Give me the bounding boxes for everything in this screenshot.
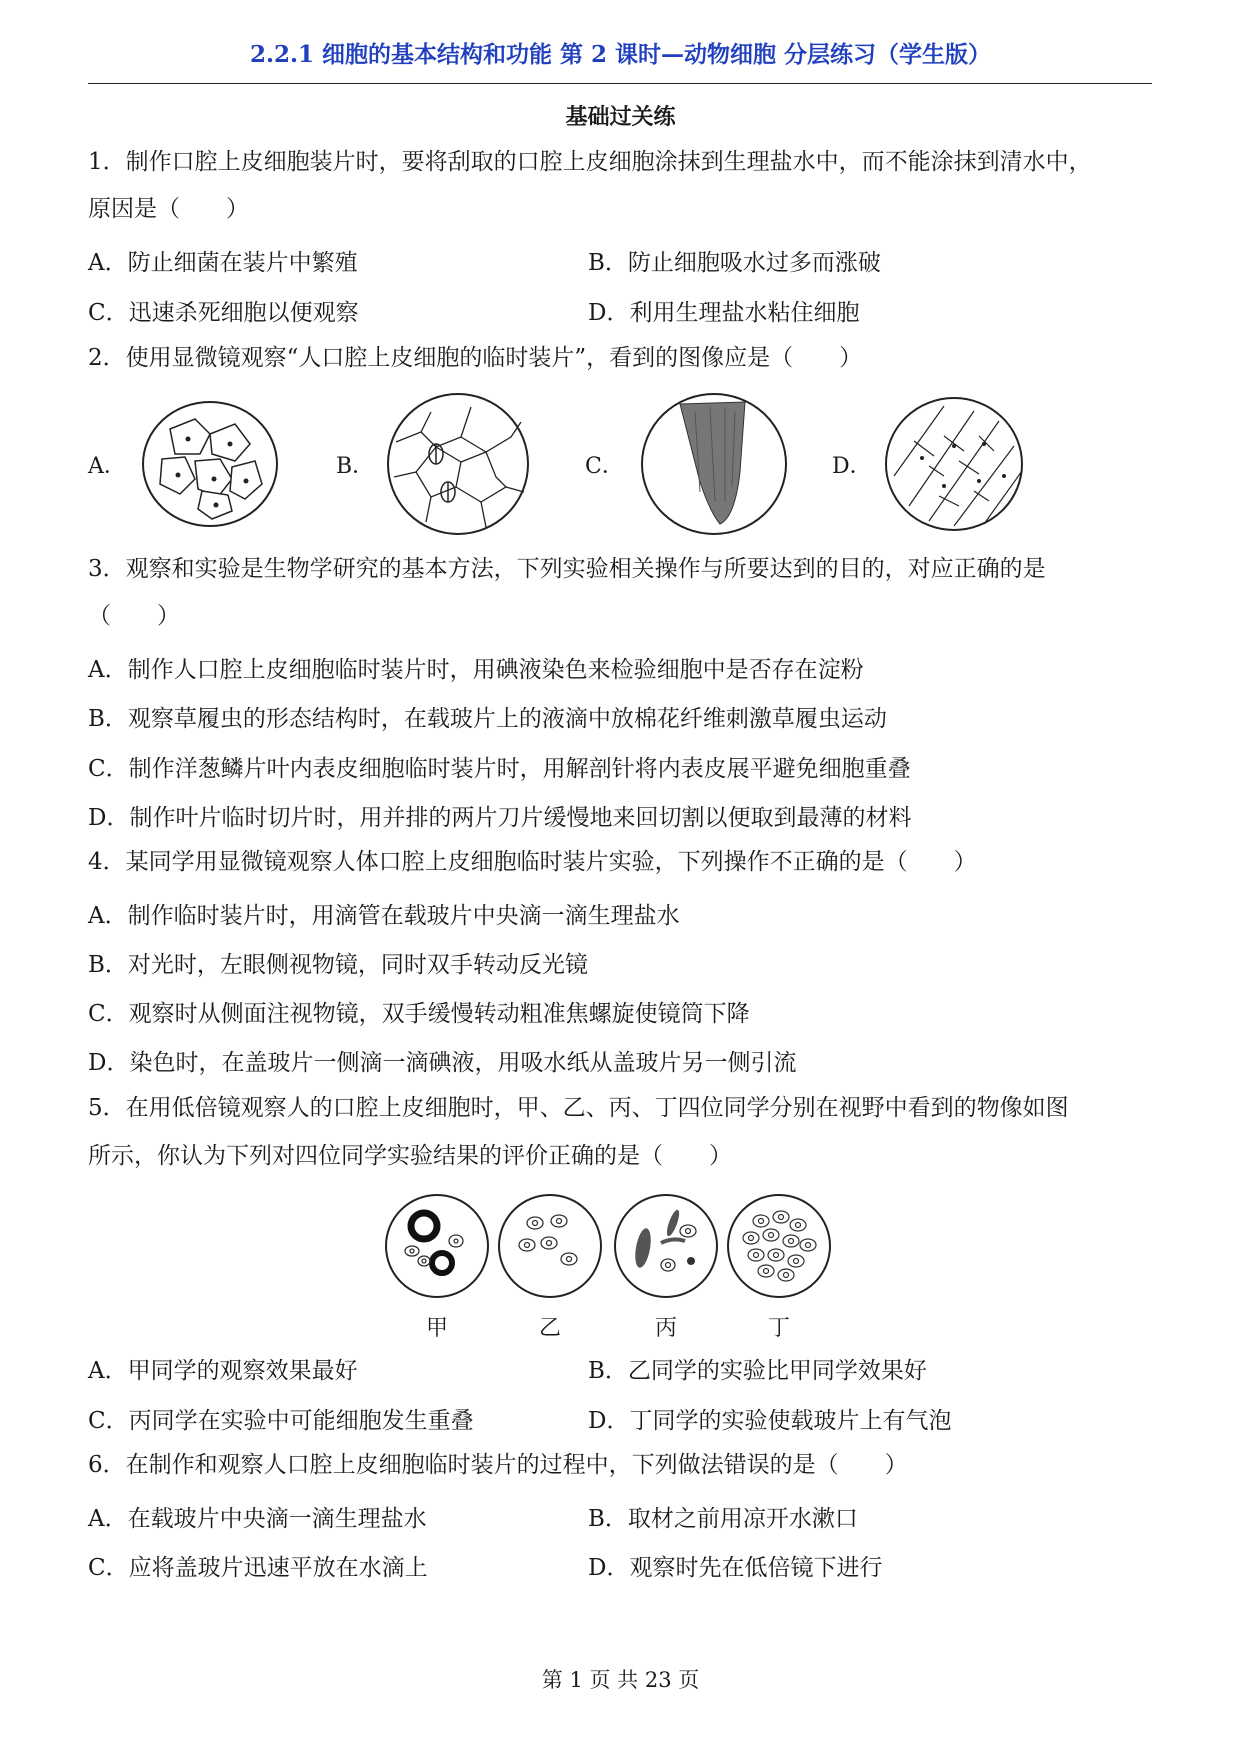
q6-option-c[interactable]: C．应将盖玻片迅速平放在水滴上 bbox=[88, 1555, 428, 1581]
q4-option-d[interactable]: D．染色时，在盖玻片一侧滴一滴碘液，用吸水纸从盖玻片另一侧引流 bbox=[88, 1050, 797, 1076]
q5-figure-label-yi: 乙 bbox=[539, 1316, 562, 1341]
q4-option-c[interactable]: C．观察时从侧面注视物镜，双手缓慢转动粗准焦螺旋使镜筒下降 bbox=[88, 1001, 750, 1027]
q4-option-b[interactable]: B．对光时，左眼侧视物镜，同时双手转动反光镜 bbox=[88, 952, 588, 978]
q2-figure-a-cheek-cells bbox=[140, 399, 280, 529]
q5-option-d[interactable]: D．丁同学的实验使载玻片上有气泡 bbox=[588, 1408, 952, 1434]
q1-stem-line-1: 1．制作口腔上皮细胞装片时，要将刮取的口腔上皮细胞涂抹到生理盐水中，而不能涂抹到清水中， bbox=[88, 149, 1092, 175]
q2-figure-label-a[interactable]: A． bbox=[88, 454, 126, 479]
q5-figure-label-ding: 丁 bbox=[768, 1316, 791, 1341]
q6-stem: 6．在制作和观察人口腔上皮细胞临时装片的过程中，下列做法错误的是（ ） bbox=[88, 1452, 908, 1478]
q4-option-a[interactable]: A．制作临时装片时，用滴管在载玻片中央滴一滴生理盐水 bbox=[88, 903, 680, 929]
q5-option-b[interactable]: B．乙同学的实验比甲同学效果好 bbox=[588, 1358, 927, 1384]
q5-figure-jia bbox=[384, 1193, 490, 1299]
q5-figure-label-jia: 甲 bbox=[426, 1316, 449, 1341]
q5-figure-yi bbox=[497, 1193, 603, 1299]
q5-figure-bing bbox=[613, 1193, 719, 1299]
q5-option-a[interactable]: A．甲同学的观察效果最好 bbox=[88, 1358, 358, 1384]
q3-option-d[interactable]: D．制作叶片临时切片时，用并排的两片刀片缓慢地来回切割以便取到最薄的材料 bbox=[88, 805, 912, 831]
q1-option-a[interactable]: A．防止细菌在装片中繁殖 bbox=[88, 250, 358, 276]
section-title: 基础过关练 bbox=[565, 104, 676, 130]
q1-stem-line-2: 原因是（ ） bbox=[88, 196, 249, 222]
page-header-title: 2.2.1 细胞的基本结构和功能 第 2 课时—动物细胞 分层练习（学生版） bbox=[249, 41, 992, 68]
page-number: 第 1 页 共 23 页 bbox=[541, 1668, 700, 1692]
q3-stem-line-2: （ ） bbox=[88, 603, 180, 629]
q2-figure-c-root-tip bbox=[640, 392, 788, 536]
q2-figure-b-irregular-cells bbox=[386, 392, 530, 536]
q3-option-b[interactable]: B．观察草履虫的形态结构时，在载玻片上的液滴中放棉花纤维刺激草履虫运动 bbox=[88, 706, 887, 732]
q1-option-d[interactable]: D．利用生理盐水粘住细胞 bbox=[588, 300, 860, 326]
q2-figure-label-c[interactable]: C． bbox=[585, 454, 624, 479]
q2-figure-label-b[interactable]: B． bbox=[336, 454, 375, 479]
q5-option-c[interactable]: C．丙同学在实验中可能细胞发生重叠 bbox=[88, 1408, 474, 1434]
q1-option-c[interactable]: C．迅速杀死细胞以便观察 bbox=[88, 300, 359, 326]
q2-figure-d-elongated-cells bbox=[884, 396, 1024, 532]
q6-option-b[interactable]: B．取材之前用凉开水漱口 bbox=[588, 1506, 858, 1532]
q3-stem-line-1: 3．观察和实验是生物学研究的基本方法，下列实验相关操作与所要达到的目的，对应正确的是 bbox=[88, 556, 1046, 582]
q1-option-b[interactable]: B．防止细胞吸水过多而涨破 bbox=[588, 250, 881, 276]
q5-figure-label-bing: 丙 bbox=[655, 1316, 678, 1341]
q6-option-d[interactable]: D．观察时先在低倍镜下进行 bbox=[588, 1555, 883, 1581]
q2-figure-label-d[interactable]: D． bbox=[832, 454, 872, 479]
q5-stem-line-1: 5．在用低倍镜观察人的口腔上皮细胞时，甲、乙、丙、丁四位同学分别在视野中看到的物像如图 bbox=[88, 1095, 1069, 1121]
q3-option-c[interactable]: C．制作洋葱鳞片叶内表皮细胞临时装片时，用解剖针将内表皮展平避免细胞重叠 bbox=[88, 756, 911, 782]
q4-stem: 4．某同学用显微镜观察人体口腔上皮细胞临时装片实验，下列操作不正确的是（ ） bbox=[88, 849, 977, 875]
q5-figure-ding bbox=[726, 1193, 832, 1299]
q2-stem: 2．使用显微镜观察“人口腔上皮细胞的临时装片”，看到的图像应是（ ） bbox=[88, 345, 863, 371]
header-divider bbox=[88, 83, 1152, 84]
q6-option-a[interactable]: A．在载玻片中央滴一滴生理盐水 bbox=[88, 1506, 427, 1532]
q5-stem-line-2: 所示，你认为下列对四位同学实验结果的评价正确的是（ ） bbox=[88, 1143, 732, 1169]
q3-option-a[interactable]: A．制作人口腔上皮细胞临时装片时，用碘液染色来检验细胞中是否存在淀粉 bbox=[88, 657, 864, 683]
